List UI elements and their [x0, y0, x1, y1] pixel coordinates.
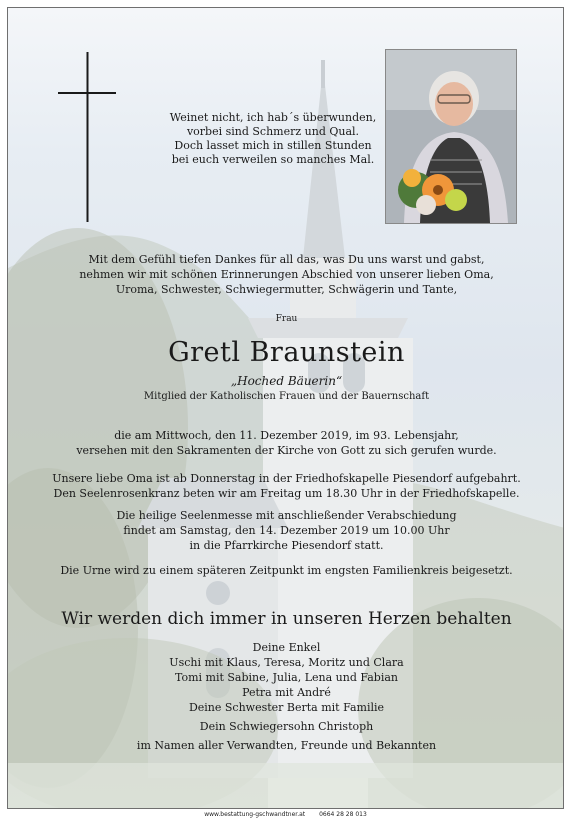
poem-line: Weinet nicht, ich hab´s überwunden,: [169, 111, 377, 124]
poem-line: Doch lasset mich in stillen Stunden: [174, 139, 372, 152]
footer-website[interactable]: www.bestattung-gschwandtner.at: [204, 811, 306, 818]
salutation: Frau: [275, 314, 298, 324]
grandchildren-line: Tomi mit Sabine, Julia, Lena und Fabian: [174, 671, 399, 684]
death-notice-line: versehen mit den Sakramenten der Kirche von Gott zu sich gerufen wurde.: [76, 444, 497, 457]
lying-in-state-line: Den Seelenrosenkranz beten wir am Freitag um 18.30 Uhr in der Friedhofskapelle.: [53, 487, 520, 500]
portrait-photo: [385, 49, 517, 224]
nickname: „Hoched Bäuerin“: [230, 374, 343, 388]
funeral-mass: [8, 508, 564, 553]
poem-line: bei euch verweilen so manches Mal.: [171, 153, 375, 166]
lying-in-state: [8, 471, 564, 501]
grandchildren-line: Uschi mit Klaus, Teresa, Moritz und Clara: [169, 656, 404, 669]
deceased-name: Gretl Braunstein: [168, 337, 405, 368]
poem-line: vorbei sind Schmerz und Qual.: [186, 125, 360, 138]
death-notice-line: die am Mittwoch, den 11. Dezember 2019, im 93. Lebensjahr,: [114, 429, 459, 442]
grandchildren-heading: Deine Enkel: [252, 641, 321, 654]
intro-line: Uroma, Schwester, Schwiegermutter, Schwägerin und Tante,: [115, 283, 458, 296]
funeral-mass-line: in die Pfarrkirche Piesendorf statt.: [189, 539, 384, 552]
intro-line: nehmen wir mit schönen Erinnerungen Abschied von unserer lieben Oma,: [79, 268, 494, 281]
mourner-others: im Namen aller Verwandten, Freunde und Bekannten: [136, 739, 437, 752]
motto: Wir werden dich immer in unseren Herzen behalten: [61, 609, 512, 629]
funeral-mass-line: Die heilige Seelenmesse mit anschließender Verabschiedung: [116, 509, 457, 522]
death-notice: [8, 428, 564, 458]
funeral-mass-line: findet am Samstag, den 14. Dezember 2019 um 10.00 Uhr: [123, 524, 450, 537]
grandchildren-line: Petra mit André: [242, 686, 331, 699]
lying-in-state-line: Unsere liebe Oma ist ab Donnerstag in der Friedhofskapelle Piesendorf aufgebahrt.: [52, 472, 521, 485]
membership: Mitglied der Katholischen Frauen und der Bauernschaft: [143, 391, 430, 402]
funeral-home-footer: [0, 811, 571, 819]
mourners-grandchildren: [8, 640, 564, 700]
mourner-son-in-law: Dein Schwiegersohn Christoph: [199, 720, 374, 733]
intro-text: [8, 252, 564, 297]
parte-card: [7, 7, 564, 809]
footer-phone: 0664 28 28 013: [319, 811, 367, 818]
mourner-sister: Deine Schwester Berta mit Familie: [188, 701, 385, 714]
intro-line: Mit dem Gefühl tiefen Dankes für all das, was Du uns warst und gabst,: [88, 253, 485, 266]
urn-notice: Die Urne wird zu einem späteren Zeitpunkt im engsten Familienkreis beigesetzt.: [60, 564, 513, 577]
